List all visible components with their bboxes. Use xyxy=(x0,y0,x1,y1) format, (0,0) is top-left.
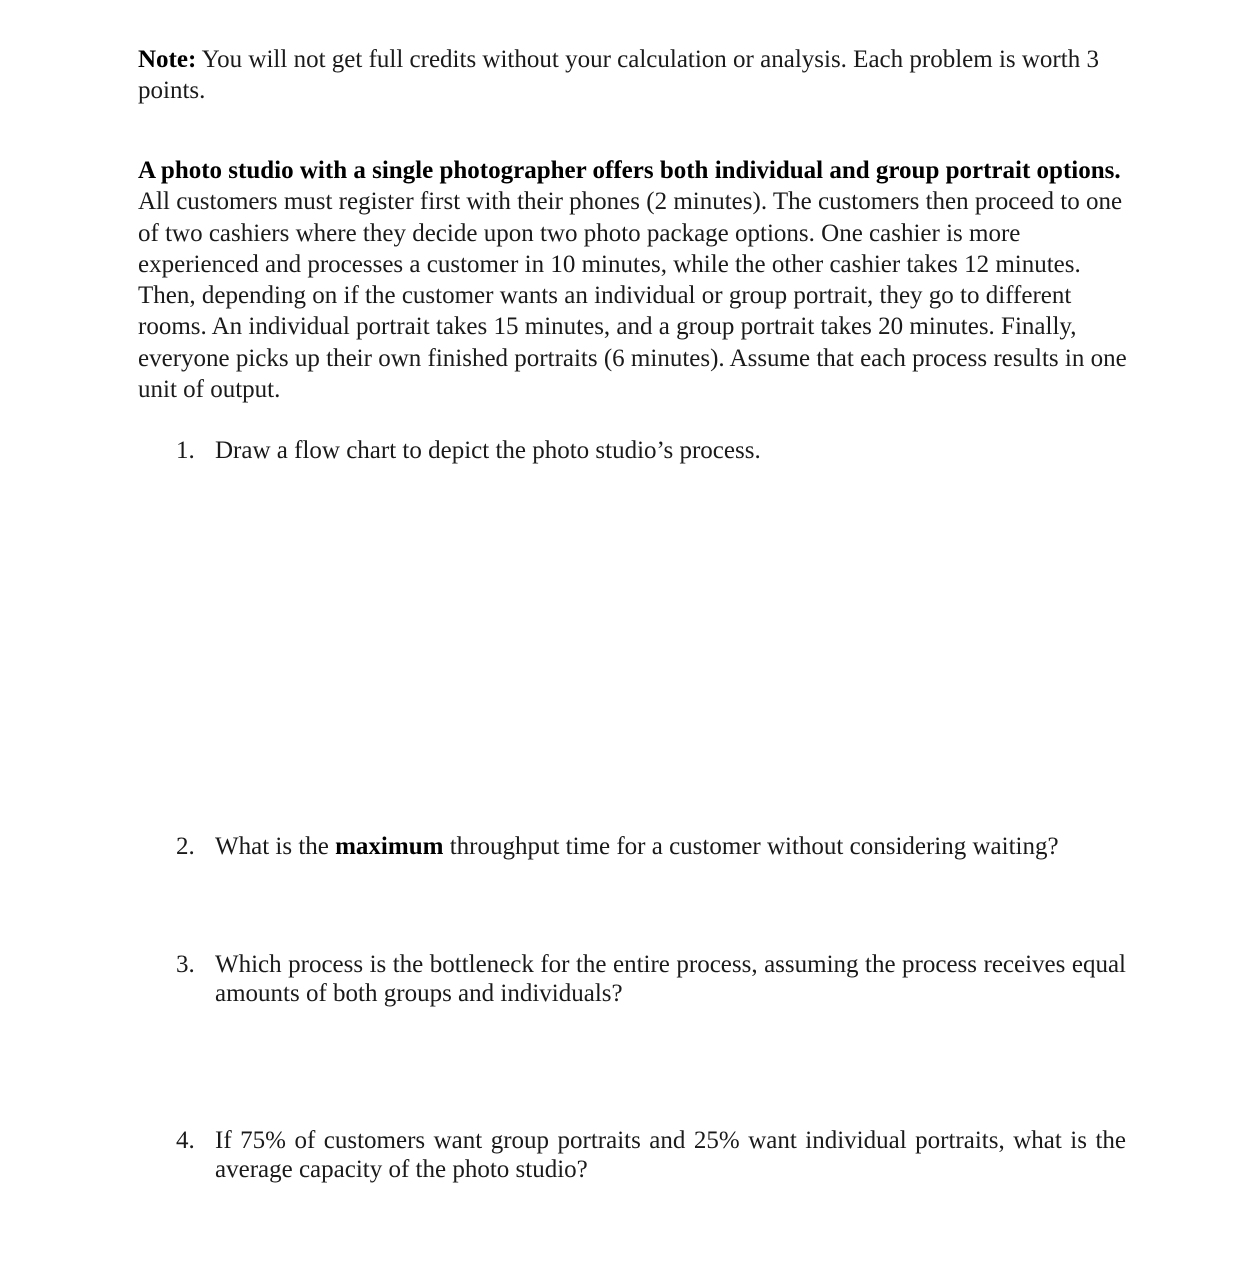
question-emphasis: maximum xyxy=(335,833,444,860)
question-number: 1. xyxy=(176,437,195,464)
question-3 xyxy=(176,950,1126,1008)
question-text: If 75% of customers want group portraits and 25% want individual portraits, what is the average capacity of the photo studio? xyxy=(215,1127,1126,1183)
question-1 xyxy=(176,436,1126,465)
intro-bold-lead: A photo studio with a single photographer offers both individual and group portrait options. xyxy=(138,157,1121,184)
question-number: 3. xyxy=(176,951,195,978)
question-2 xyxy=(176,832,1126,861)
note-text: You will not get full credits without your calculation or analysis. Each problem is worth 3 points. xyxy=(138,46,1099,104)
question-text xyxy=(215,832,1126,861)
question-text: Draw a flow chart to depict the photo studio’s process. xyxy=(215,437,761,464)
question-number: 4. xyxy=(176,1127,195,1154)
note-label: Note: xyxy=(138,46,197,73)
question-text: Which process is the bottleneck for the entire process, assuming the process receives equal amounts of both groups and individuals? xyxy=(215,951,1126,1007)
question-text-after: throughput time for a customer without considering waiting? xyxy=(443,833,1059,860)
problem-intro-paragraph xyxy=(138,155,1138,405)
question-4 xyxy=(176,1126,1126,1184)
note-paragraph xyxy=(138,44,1128,106)
question-number: 2. xyxy=(176,833,195,860)
intro-text: All customers must register first with their phones (2 minutes). The customers then proceed to one of two cashiers where they decide upon two photo package options. One cashier is more experienced and processes a customer in 10 minutes, while the other cashier takes 12 minutes. Then, depending on if the customer wants an individual or group portrait, they go to different rooms. An individual portrait takes 15 minutes, and a group portrait takes 20 minutes. Finally, everyone picks up their own finished portraits (6 minutes). Assume that each process results in one unit of output. xyxy=(138,188,1127,404)
question-text-before: What is the xyxy=(215,833,336,860)
